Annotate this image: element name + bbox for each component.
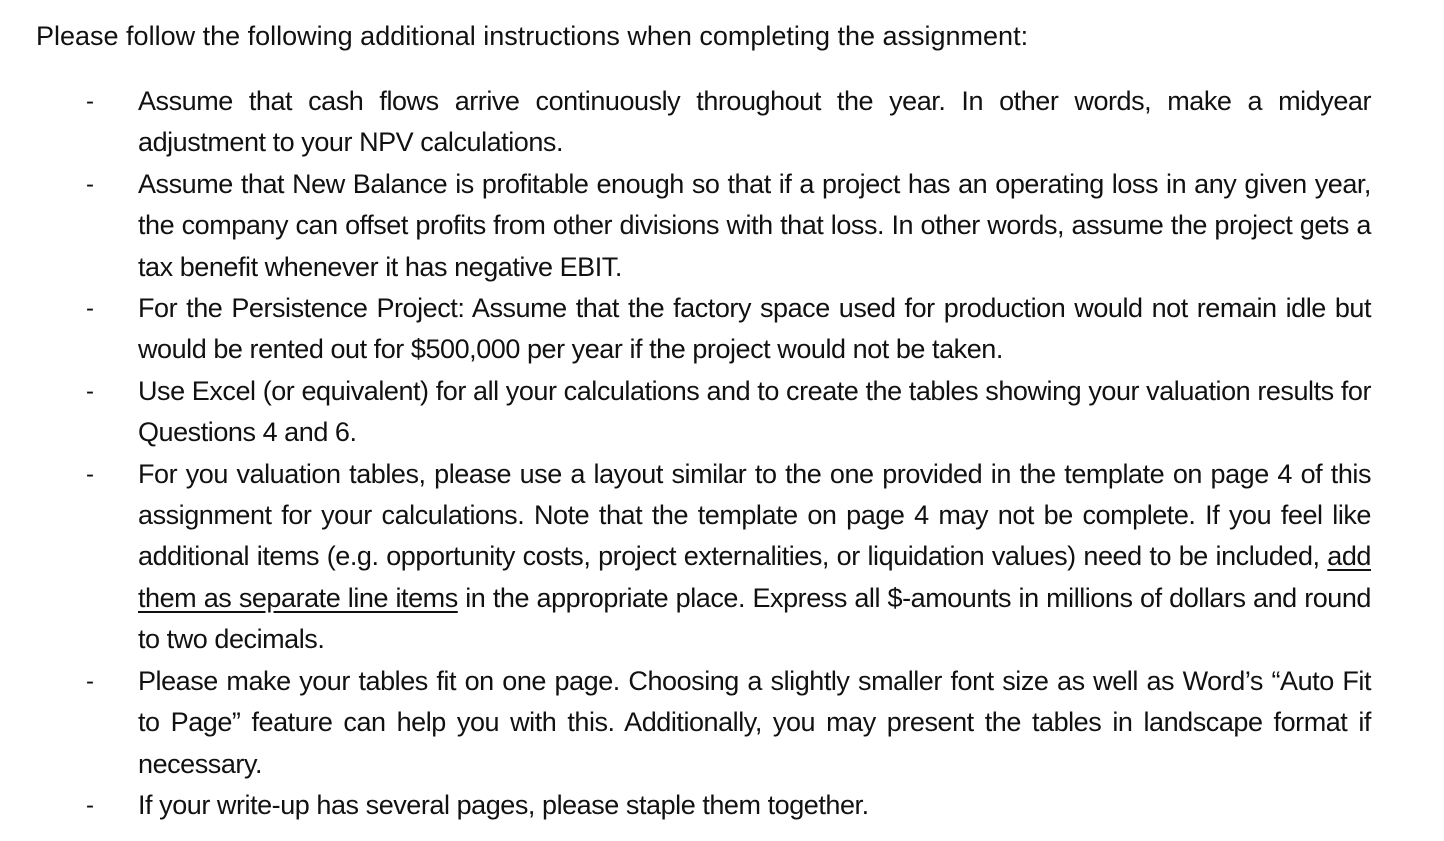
bullet-dash: - [86,460,94,488]
bullet-dash: - [86,791,94,819]
list-item-text: Please make your tables fit on one page. Choosing a slightly smaller font size as well as Word’s “Auto Fit to Page” feature can help you with this. Additionally, you may present the tables in landscape format if necessary. [138,665,1371,779]
list-item-text [138,454,1371,661]
list-item [0,785,1444,826]
list-item-text-pre: For you valuation tables, please use a layout similar to the one provided in the template on page 4 of this assignment for your calculations. Note that the template on page 4 may not be complete. If you feel like additional items (e.g. opportunity costs, project externalities, or liquidation values) need to be included, [138,458,1371,572]
list-item-text: If your write-up has several pages, please staple them together. [138,789,869,820]
bullet-dash: - [86,667,94,695]
bullet-dash: - [86,88,94,115]
bullet-dash: - [86,295,94,323]
list-item [0,81,1444,164]
instruction-list [0,81,1444,826]
underlined-phrase: add them as separate line items [138,541,1371,613]
list-item [0,164,1444,288]
list-item [0,661,1444,785]
bullet-dash: - [86,170,94,198]
list-item [0,371,1444,454]
list-item [0,288,1444,371]
intro-text: Please follow the following additional instructions when completing the assignment: [36,21,1029,51]
list-item-text: Use Excel (or equivalent) for all your calculations and to create the tables showing your valuation results for Questions 4 and 6. [138,375,1371,448]
list-item-text: For the Persistence Project: Assume that the factory space used for production would not remain idle but would be rented out for $500,000 per year if the project would not be taken. [138,293,1371,365]
list-item [0,454,1444,661]
bullet-dash: - [86,377,94,405]
list-item-text-post: in the appropriate place. Express all $-amounts in millions of dollars and round to two decimals. [138,582,1372,655]
list-item-text: Assume that New Balance is profitable enough so that if a project has an operating loss in any given year, the company can offset profits from other divisions with that loss. In other words, assume the project gets a tax benefit whenever it has negative EBIT. [138,168,1371,282]
list-item-text: Assume that cash flows arrive continuously throughout the year. In other words, make a midyear adjustment to your NPV calculations. [138,86,1371,158]
